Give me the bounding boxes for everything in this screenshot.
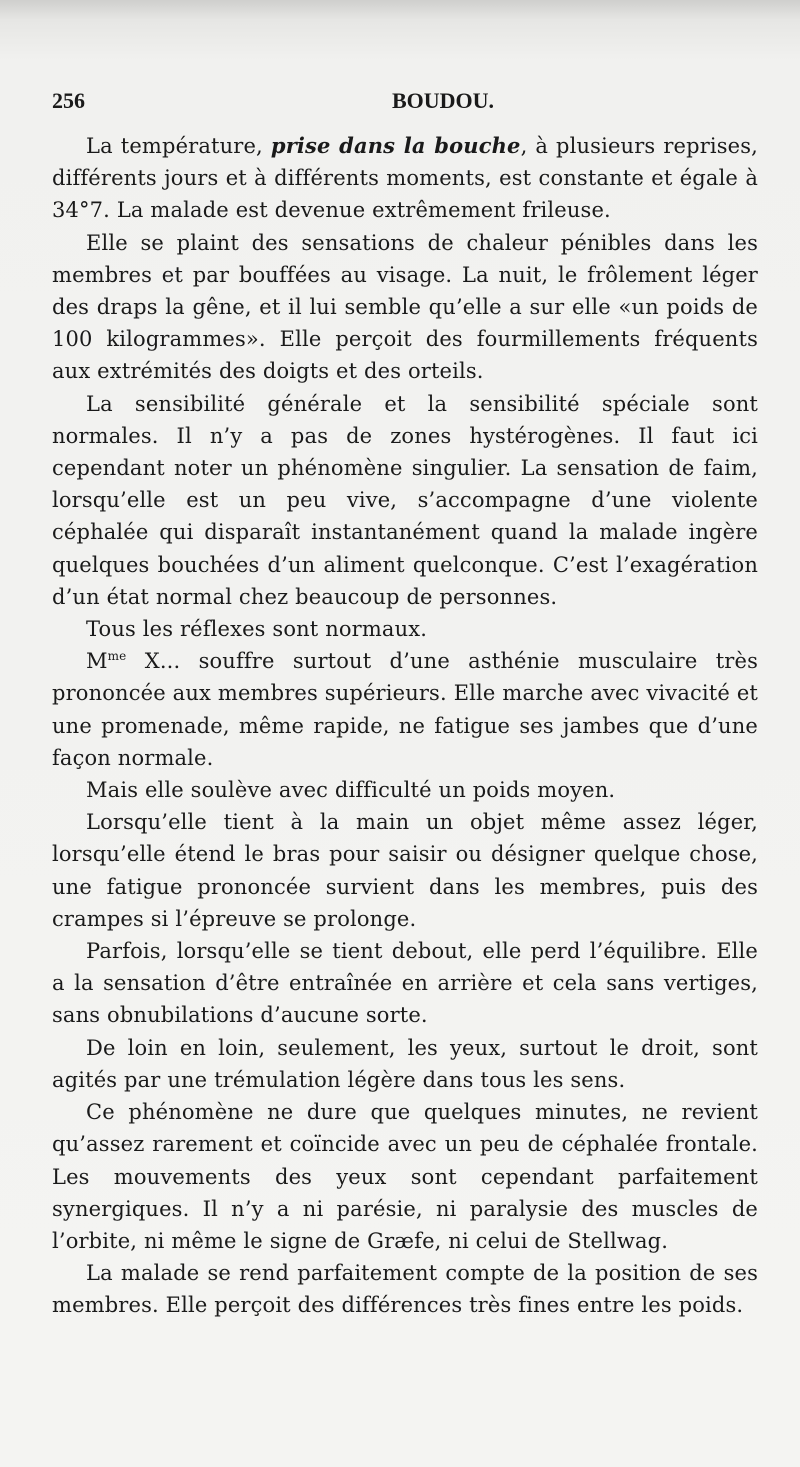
paragraph-text: X... souffre surtout d’une asthénie musculaire très prononcée aux membres supérieurs. Elle marche avec vivacité et une promenade, même rapide, ne fatigue ses jambes que d’une façon normale. <box>52 649 758 770</box>
paragraph-asthenie <box>52 645 758 774</box>
paragraph-reflexes: Tous les réflexes sont normaux. <box>86 617 428 642</box>
paragraph-yeux: De loin en loin, seulement, les yeux, surtout le droit, sont agités par une trémulation légère dans tous les sens. <box>52 1035 758 1092</box>
paragraph-poids-moyen: Mais elle soulève avec difficulté un poids moyen. <box>86 778 616 803</box>
emphasis-text: prise dans la bouche <box>270 133 521 158</box>
paragraph-sensibilite: La sensibilité générale et la sensibilité spéciale sont normales. Il n’y a pas de zones hystérogènes. Il faut ici cependant noter un phénomène singulier. La sensation de faim, lorsqu’elle est un peu vive, s’accompagne d’une violente céphalée qui disparaît instantanément quand la malade ingère quelques bouchées d’un aliment quelconque. C’est l’exagération d’un état normal chez beaucoup de personnes. <box>52 391 758 609</box>
paragraph-sensations: Elle se plaint des sensations de chaleur pénibles dans les membres et par bouffées au visage. La nuit, le frôlement léger des draps la gêne, et il lui semble qu’elle a sur elle «un poids de 100 kilogrammes». Elle perçoit des fourmillements fréquents aux extrémités des doigts et des orteils. <box>52 230 758 384</box>
paragraph-text: , à plusieurs reprises, différents jours et à différents moments, est constante et égale à 34°7. La malade est devenue extrêmement frileuse. <box>52 134 759 223</box>
paragraph-equilibre: Parfois, lorsqu’elle se tient debout, elle perd l’équilibre. Elle a la sensation d’être entraînée en arrière et cela sans vertiges, sans obnubilations d’aucune sorte. <box>52 939 758 1028</box>
body-text <box>52 130 758 1322</box>
paragraph-text: La température, <box>86 134 271 158</box>
paragraph-temperature <box>52 130 758 227</box>
running-head: BOUDOU. <box>392 88 495 113</box>
paragraph-fatigue: Lorsqu’elle tient à la main un objet même assez léger, lorsqu’elle étend le bras pour saisir ou désigner quelque chose, une fatigue prononcée survient dans les membres, puis des crampes si l’épreuve se prolonge. <box>52 810 758 931</box>
paragraph-position: La malade se rend parfaitement compte de la position de ses membres. Elle perçoit des différences très fines entre les poids. <box>52 1261 758 1318</box>
superscript-text: me <box>107 649 127 664</box>
page-header <box>52 88 758 124</box>
paragraph-phenomene: Ce phénomène ne dure que quelques minutes, ne revient qu’assez rarement et coïncide avec un peu de céphalée frontale. Les mouvements des yeux sont cependant parfaitement synergiques. Il n’y a ni parésie, ni paralysie des muscles de l’orbite, ni même le signe de Græfe, ni celui de Stellwag. <box>52 1100 758 1253</box>
paragraph-text: M <box>86 649 108 674</box>
page-number: 256 <box>52 88 85 113</box>
